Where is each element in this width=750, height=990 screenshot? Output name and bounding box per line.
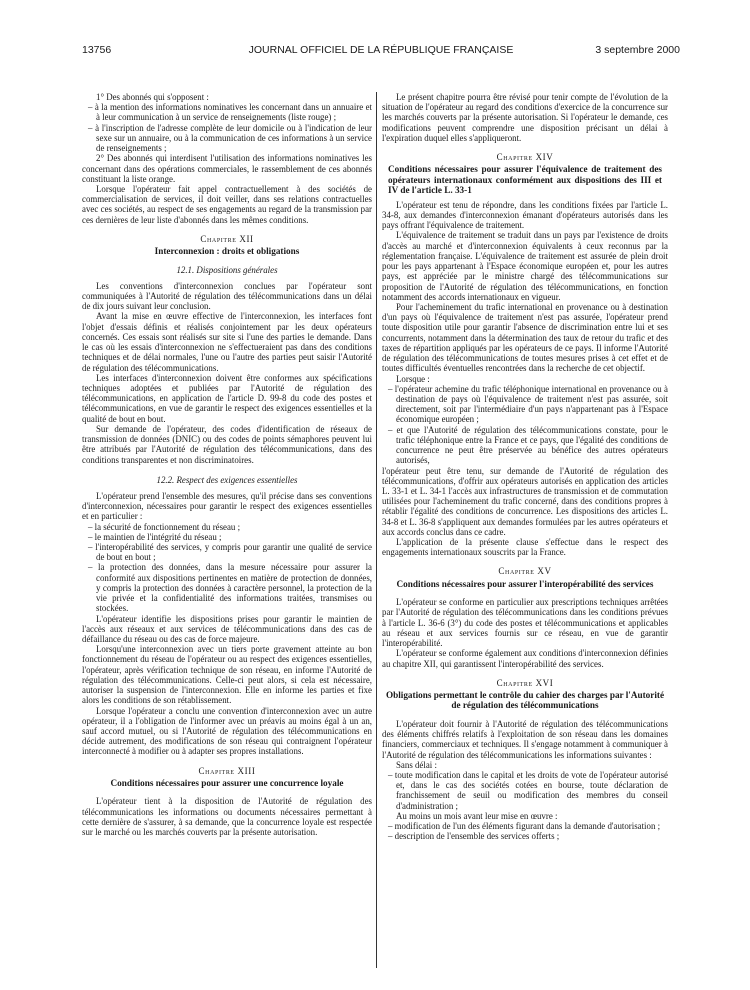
list-item: – le maintien de l'intégrité du réseau ; [88, 531, 222, 542]
journal-title: JOURNAL OFFICIEL DE LA RÉPUBLIQUE FRANÇAISE [248, 44, 514, 56]
list-item: – l'opérateur achemine du trafic téléphonique international en provenance ou à destination de pays où l'équivalence de traitement n'est pas assurée, soit directement, soit par l'intermédiaire d'un pays n'appartenant pas à l'Espace économique européen ; [388, 383, 668, 425]
left-column [82, 92, 372, 837]
chapter-title: Conditions nécessaires pour assurer une concurrence loyale [110, 777, 344, 788]
chapter-heading: Chapitre XII [200, 233, 254, 244]
list-item: – la protection des données, dans la mesure nécessaire pour assurer la conformité aux dispositions pertinentes en matière de protection de données, y compris la protection des données à caractère personnel, la protection de la vie privée et la confidentialité des informations traitées, transmises ou stockées. [88, 562, 372, 614]
paragraph: L'opérateur prend l'ensemble des mesures, qu'il précise dans ses conventions d'interconnexion, nécessaires pour garantir le respect des exigences essentielles et en particulier : [82, 490, 372, 522]
section-heading: 12.2. Respect des exigences essentielles [156, 474, 298, 485]
paragraph: L'opérateur se conforme en particulier aux prescriptions techniques arrêtées par l'Autorité de régulation des télécommunications dans les conditions prévues à l'article L. 36-6 (3°) du code des postes et télécommunications et applicables au réseau et aux services fournis sur ce réseau, en vue de garantir l'interopérabilité. [382, 597, 668, 649]
paragraph: 1° Des abonnés qui s'opposent : [96, 92, 209, 102]
paragraph: L'opérateur doit fournir à l'Autorité de régulation des télécommunications des éléments chiffrés relatifs à l'exploitation de son réseau dans les domaines financiers, commerciaux et techniques. Il s'engage notamment à communiquer à l'Autorité de régulation des télécommunications les informations suivantes : [382, 718, 668, 760]
paragraph: 2° Des abonnés qui interdisent l'utilisation des informations nominatives les concernant dans des opérations commerciales, le rassemblement de ces abonnés constituant la liste orange. [82, 153, 372, 184]
paragraph: Au moins un mois avant leur mise en œuvre : [396, 810, 558, 821]
column-divider [376, 92, 377, 968]
list-item: – description de l'ensemble des services offerts ; [388, 831, 560, 842]
paragraph: L'application de la présente clause s'effectue dans le respect des engagements internationaux souscrits par la France. [382, 537, 668, 558]
list-item: – à la mention des informations nominatives les concernant dans un annuaire et à leur communication à un service de renseignements (liste rouge) ; [88, 102, 372, 123]
paragraph: L'équivalence de traitement se traduit dans un pays par l'existence de droits d'accès au marché et d'interconnexion équivalents à ceux reconnus par la réglementation française. L'équivalence de traitement est assurée de plein droit pour les pays appartenant à l'Espace économique européen et, pour les autres pays, est appréciée par le ministre chargé des télécommunications sur proposition de l'Autorité de régulation des télécommunications, en fonction notamment des accords internationaux en vigueur. [382, 230, 668, 302]
section-heading: 12.1. Dispositions générales [176, 264, 278, 275]
list-item: – toute modification dans le capital et les droits de vote de l'opérateur autorisé et, dans le cas des sociétés cotées en bourse, toute déclaration de franchissement de seuil ou modification des membres du conseil d'administration ; [388, 770, 668, 811]
paragraph: Pour l'acheminement du trafic international en provenance ou à destination d'un pays où l'équivalence de traitement n'est pas assurée, l'opérateur prend toute disposition utile pour garantir l'absence de discrimination entre lui et ses concurrents, notamment dans la détermination des taux de retour du trafic et des taxes de répartition appliqués par les opérateurs de ce pays. Il informe l'Autorité de régulation des télécommunications de toutes mesures prises à cet effet et de toutes difficultés éventuelles rencontrées dans la recherche de cet objectif. [382, 302, 668, 374]
chapter-heading: Chapitre XVI [496, 677, 554, 688]
chapter-heading: Chapitre XIII [198, 765, 256, 776]
paragraph: Sur demande de l'opérateur, des codes d'identification de réseaux de transmission de données (DNIC) ou des codes de points sémaphores peuvent lui être attribués par l'Autorité de régulation des télécommunications, dans des conditions transparentes et non discriminatoires. [82, 423, 372, 465]
paragraph: Le présent chapitre pourra être révisé pour tenir compte de l'évolution de la situation de l'opérateur au regard des conditions d'exercice de la concurrence sur les marchés couverts par la présente autorisation. Si l'opérateur le demande, ces modifications peuvent comprendre une disposition précisant un délai à l'expiration duquel elles s'appliqueront. [382, 92, 668, 143]
chapter-heading: Chapitre XIV [496, 152, 554, 163]
chapter-title: Interconnexion : droits et obligations [154, 246, 300, 257]
paragraph: Lorsque l'opérateur fait appel contractuellement à des sociétés de commercialisation de services, il doit veiller, dans ses relations contractuelles avec ces sociétés, au respect de ses engagements au regard de la transmission par ces dernières de leur liste d'abonnés dans les mêmes conditions. [82, 183, 372, 225]
page-header [82, 44, 680, 60]
publication-date: 3 septembre 2000 [595, 44, 680, 56]
list-item: – à l'inscription de l'adresse complète de leur domicile ou à l'indication de leur sexe sur un annuaire, ou à la communication de ces informations à un service de renseignements ; [88, 122, 372, 154]
paragraph: Avant la mise en œuvre effective de l'interconnexion, les interfaces font l'objet d'essais définis et réalisés conjointement par les deux opérateurs concernés. Ces essais sont réalisés sur site si l'une des parties le demande. Dans le cas où les essais d'interconnexion ne s'effectueraient pas dans des conditions techniques et de délai normales, l'une ou l'autre des parties peut saisir l'Autorité de régulation des télécommunications. [82, 311, 372, 373]
paragraph: Les conventions d'interconnexion conclues par l'opérateur sont communiquées à l'Autorité de régulation des télécommunications dans un délai de dix jours suivant leur conclusion. [82, 280, 372, 312]
chapter-title: Conditions nécessaires pour assurer l'interopérabilité des services [396, 578, 654, 589]
list-item: – l'interopérabilité des services, y compris pour garantir une qualité de service de bout en bout ; [88, 542, 372, 563]
paragraph: Sans délai : [396, 759, 437, 770]
paragraph: Lorsqu'une interconnexion avec un tiers porte gravement atteinte au bon fonctionnement du réseau de l'opérateur ou au respect des exigences essentielles, l'opérateur, après vérification technique de son réseau, en informe l'Autorité de régulation des télécommunications. Celle-ci peut alors, si cela est nécessaire, autoriser la suspension de l'interconnexion. Elle en informe les parties et fixe alors les conditions de son rétablissement. [82, 644, 372, 706]
list-item: – la sécurité de fonctionnement du réseau ; [88, 521, 241, 532]
chapter-heading: Chapitre XV [498, 566, 552, 577]
paragraph: Lorsque l'opérateur a conclu une convention d'interconnexion avec un autre opérateur, il a l'obligation de l'informer avec un préavis au moins égal à un an, sauf accord mutuel, ou si l'Autorité de régulation des télécommunications en décide autrement, des modifications de son réseau qui contraignent l'opérateur interconnecté à modifier ou à adapter ses propres installations. [82, 705, 372, 757]
paragraph: L'opérateur identifie les dispositions prises pour garantir le maintien de l'accès aux réseaux et aux services de télécommunications dans des cas de défaillance du réseau ou des cas de force majeure. [82, 613, 372, 644]
chapter-title: Conditions nécessaires pour assurer l'équivalence de traitement des opérateurs internationaux conformément aux dispositions des III et IV de l'article L. 33-1 [388, 164, 662, 196]
paragraph: l'opérateur peut être tenu, sur demande de l'Autorité de régulation des télécommunications, d'offrir aux opérateurs autorisés en application des articles L. 33-1 et L. 34-1 l'accès aux infrastructures de transmission et de commutation utilisées pour l'acheminement du trafic concerné, dans des conditions propres à rétablir l'égalité des conditions de concurrence. Les dispositions des articles L. 34-8 et L. 36-8 s'appliquent aux demandes formulées par les autres opérateurs et aux accords conclus dans ce cadre. [382, 465, 668, 537]
paragraph: L'opérateur est tenu de répondre, dans les conditions fixées par l'article L. 34-8, aux demandes d'interconnexion émanant d'opérateurs autorisés dans les pays offrant l'équivalence de traitement. [382, 199, 668, 231]
right-column [382, 92, 668, 842]
chapter-title: Obligations permettant le contrôle du cahier des charges par l'Autorité de régulation des télécommunications [385, 689, 665, 711]
paragraph: Lorsque : [396, 373, 430, 384]
list-item: – et que l'Autorité de régulation des télécommunications constate, pour le trafic téléphonique entre la France et ce pays, que l'égalité des conditions de concurrence ne peut être préservée au bénéfice des autres opérateurs autorisés, [388, 424, 668, 466]
list-item: – modification de l'un des éléments figurant dans la demande d'autorisation ; [388, 821, 661, 832]
paragraph: L'opérateur se conforme également aux conditions d'interconnexion définies au chapitre XII, qui garantissent l'interopérabilité des services. [382, 648, 668, 669]
paragraph: L'opérateur tient à la disposition de l'Autorité de régulation des télécommunications les informations ou documents nécessaires permettant à cette dernière de s'assurer, à sa demande, que la concurrence loyale est respectée sur le marché ou les marchés couverts par la présente autorisation. [82, 796, 372, 837]
page-number: 13756 [82, 44, 112, 56]
paragraph: Les interfaces d'interconnexion doivent être conformes aux spécifications techniques adoptées et publiées par l'Autorité de régulation des télécommunications, en application de l'article D. 99-8 du code des postes et télécommunications, en vue de garantir le respect des exigences essentielles et la qualité de bout en bout. [82, 372, 372, 424]
